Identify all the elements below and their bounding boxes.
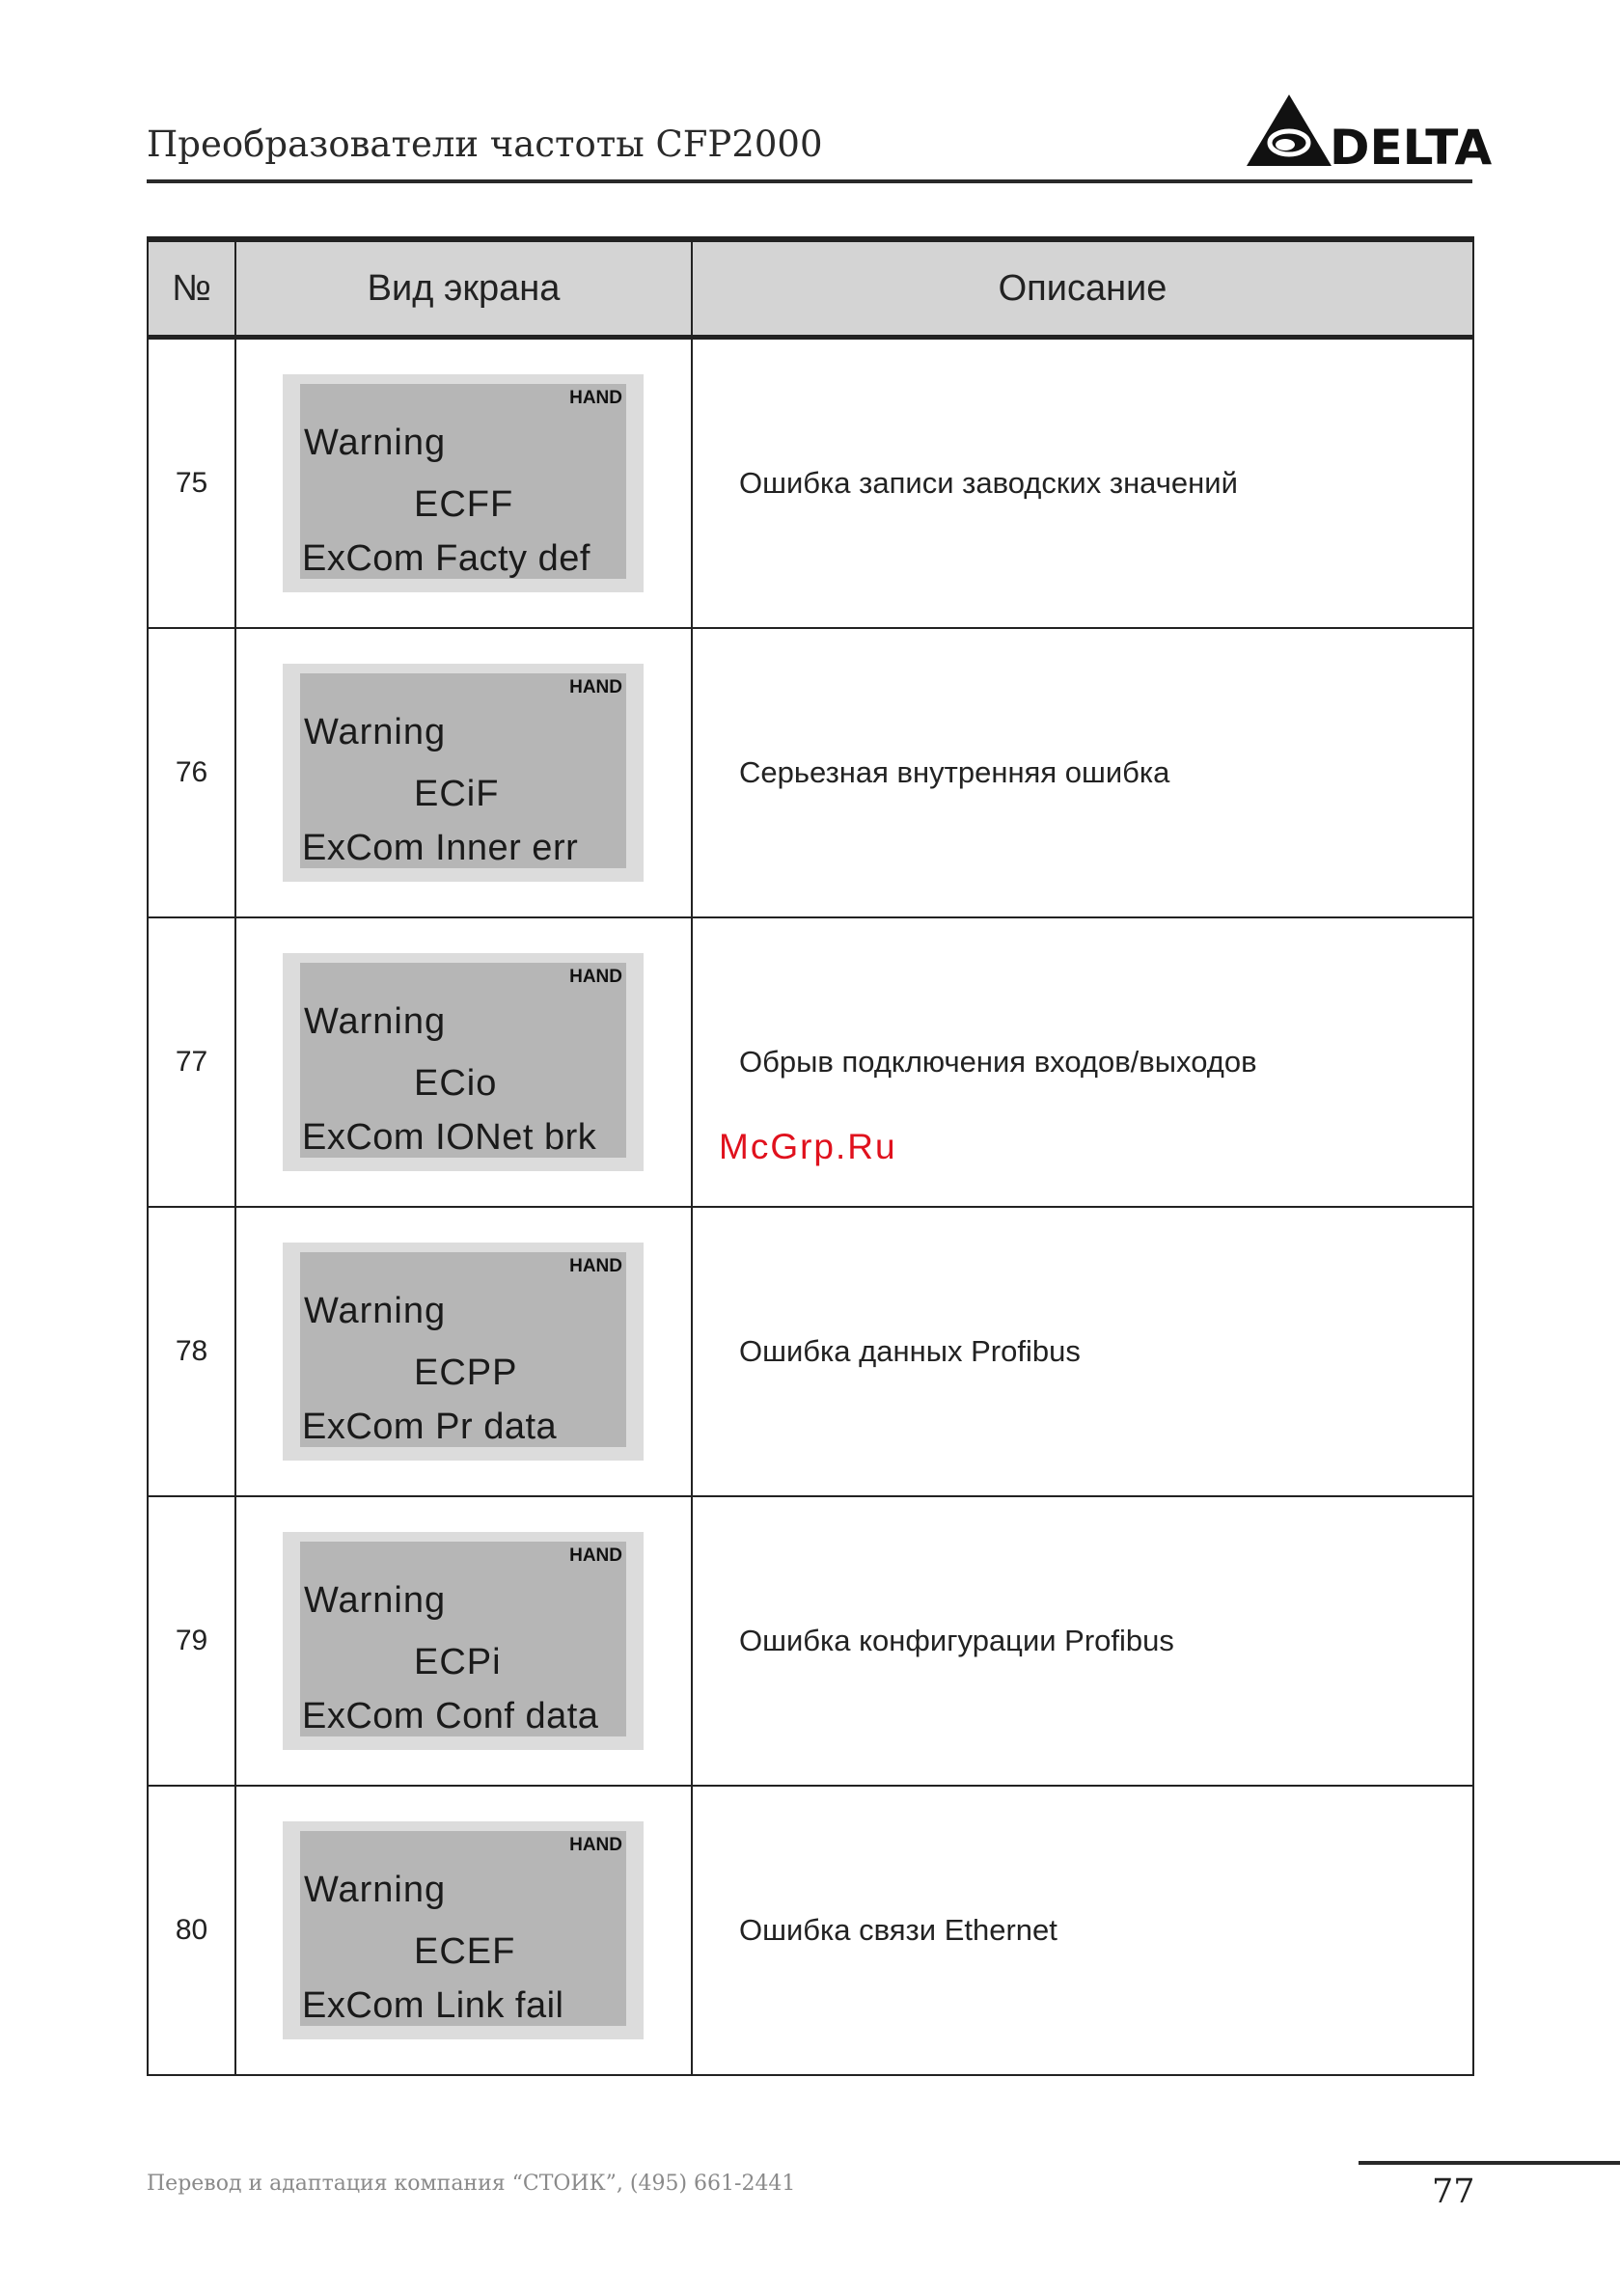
table-row [148, 1496, 1473, 1786]
footer-credit: Перевод и адаптация компания “СТОИК”, (495) 661-2441 [147, 2172, 796, 2196]
row-number: 79 [148, 1496, 235, 1786]
lcd-warning-line: Warning [304, 1291, 447, 1331]
lcd-message-line: ExCom Link fail [302, 1985, 564, 2026]
delta-logo [1245, 93, 1493, 176]
watermark: McGrp.Ru [719, 1127, 897, 1166]
keypad-lcd-display [283, 1532, 644, 1750]
table-row [148, 338, 1473, 629]
lcd-screen [300, 384, 626, 579]
lcd-warning-line: Warning [304, 712, 447, 752]
keypad-lcd-display [283, 374, 644, 592]
row-description: Ошибка связи Ethernet [692, 1786, 1473, 2075]
lcd-screen [300, 963, 626, 1158]
keypad-screen-cell [235, 628, 692, 917]
row-number: 78 [148, 1207, 235, 1496]
table-row [148, 1786, 1473, 2075]
hand-mode-indicator: HAND [569, 1835, 622, 1855]
lcd-warning-line: Warning [304, 423, 447, 463]
lcd-code-line: ECFF [414, 484, 514, 525]
lcd-screen [300, 1542, 626, 1736]
keypad-screen-cell [235, 1496, 692, 1786]
lcd-message-line: ExCom Conf data [302, 1696, 599, 1736]
page-number: 77 [1432, 2173, 1475, 2211]
lcd-screen [300, 673, 626, 868]
row-description: Ошибка записи заводских значений [692, 338, 1473, 629]
table-row [148, 1207, 1473, 1496]
row-number: 76 [148, 628, 235, 917]
hand-mode-indicator: HAND [569, 388, 622, 408]
hand-mode-indicator: HAND [569, 677, 622, 697]
keypad-screen-cell [235, 1786, 692, 2075]
keypad-lcd-display [283, 1821, 644, 2039]
row-number: 77 [148, 917, 235, 1207]
logo-text: DELTA [1330, 120, 1493, 176]
lcd-code-line: ECPi [414, 1642, 502, 1682]
keypad-lcd-display [283, 1243, 644, 1461]
page-header-title: Преобразователи частоты CFP2000 [147, 123, 823, 165]
keypad-screen-cell [235, 338, 692, 629]
lcd-screen [300, 1252, 626, 1447]
lcd-warning-line: Warning [304, 1870, 447, 1910]
row-description: Ошибка данных Profibus [692, 1207, 1473, 1496]
lcd-message-line: ExCom Inner err [302, 828, 579, 868]
lcd-message-line: ExCom Pr data [302, 1407, 558, 1447]
column-header-screen: Вид экрана [235, 239, 692, 338]
row-number: 80 [148, 1786, 235, 2075]
hand-mode-indicator: HAND [569, 1256, 622, 1276]
lcd-message-line: ExCom Facty def [302, 538, 590, 579]
keypad-screen-cell [235, 1207, 692, 1496]
row-description: Ошибка конфигурации Profibus [692, 1496, 1473, 1786]
table-row [148, 628, 1473, 917]
column-header-description: Описание [692, 239, 1473, 338]
lcd-code-line: ECPP [414, 1353, 518, 1393]
hand-mode-indicator: HAND [569, 967, 622, 987]
row-description: Обрыв подключения входов/выходов [692, 917, 1473, 1207]
lcd-code-line: ECiF [414, 774, 500, 814]
lcd-message-line: ExCom IONet brk [302, 1117, 597, 1158]
lcd-screen [300, 1831, 626, 2026]
keypad-lcd-display [283, 664, 644, 882]
row-number: 75 [148, 338, 235, 629]
column-header-number: № [148, 239, 235, 338]
keypad-screen-cell [235, 917, 692, 1207]
lcd-warning-line: Warning [304, 1580, 447, 1621]
footer-divider [1359, 2161, 1620, 2165]
table-header-row [148, 239, 1473, 338]
keypad-lcd-display [283, 953, 644, 1171]
header-divider [147, 179, 1472, 183]
delta-logo-icon [1245, 93, 1493, 176]
lcd-code-line: ECEF [414, 1931, 516, 1972]
row-description: Серьезная внутренняя ошибка [692, 628, 1473, 917]
lcd-warning-line: Warning [304, 1001, 447, 1042]
hand-mode-indicator: HAND [569, 1545, 622, 1566]
lcd-code-line: ECio [414, 1063, 498, 1104]
